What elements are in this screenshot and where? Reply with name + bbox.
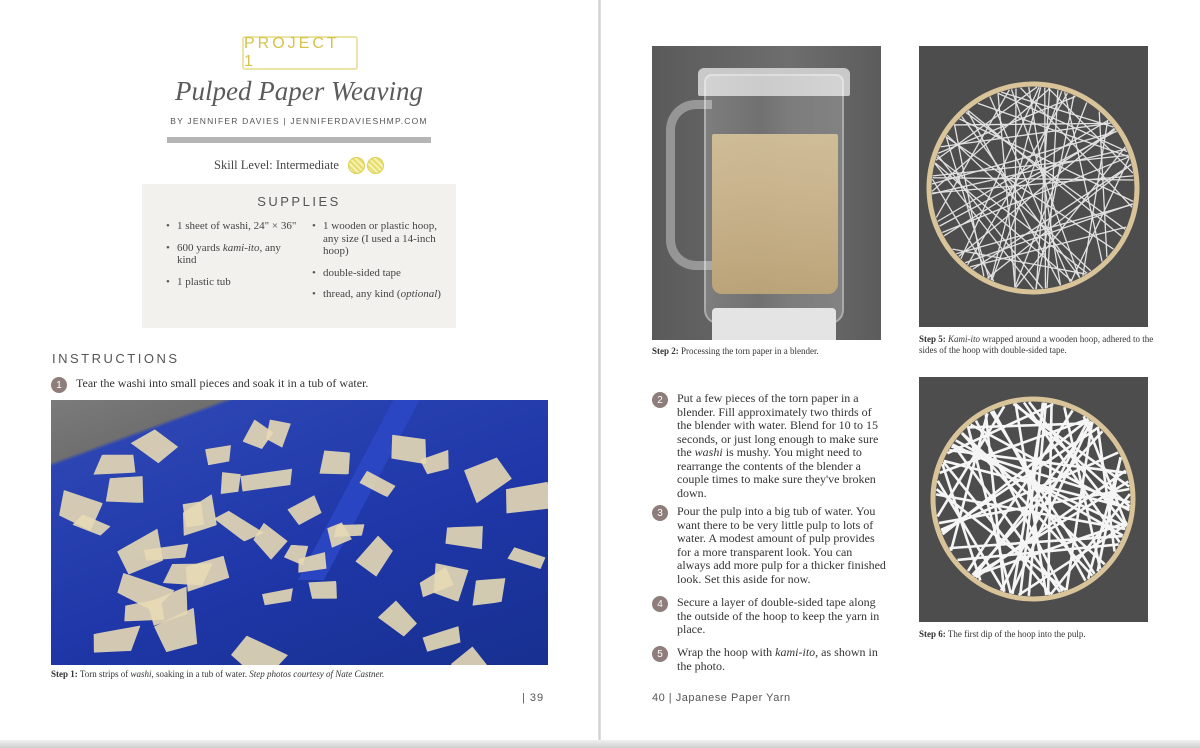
photo-blender <box>652 46 881 340</box>
caption-step-1: Step 1: Torn strips of washi, soaking in a tub of water. Step photos courtesy of Nate Castner. <box>51 669 385 679</box>
caption-step-2: Step 2: Processing the torn paper in a blender. <box>652 346 819 356</box>
instructions-heading: INSTRUCTIONS <box>52 351 180 366</box>
paper-flake <box>204 444 234 467</box>
caption-step-5: Step 5: Kami-ito wrapped around a wooden hoop, adhered to the sides of the hoop with double-sided tape. <box>919 334 1154 355</box>
step-number: 2 <box>652 392 668 408</box>
step-number: 4 <box>652 596 668 612</box>
photo-tub-of-washi <box>51 400 548 665</box>
supply-item: • 600 yards kami-ito, any kind <box>166 242 302 267</box>
step-number: 5 <box>652 646 668 662</box>
paper-flake <box>422 625 463 653</box>
project-badge-label: PROJECT 1 <box>244 35 340 70</box>
paper-flake <box>377 597 421 638</box>
skill-level-text: Skill Level: Intermediate <box>214 158 339 172</box>
blender-base <box>712 308 836 340</box>
paper-flake <box>448 642 492 665</box>
paper-flake <box>90 450 136 480</box>
step-5 <box>652 646 888 673</box>
hoop-pulp-illustration <box>919 377 1148 622</box>
supply-item: • 1 plastic tub <box>166 276 302 289</box>
left-page <box>0 0 598 740</box>
yarn-strand <box>1021 88 1133 208</box>
yarn-ball-icon <box>348 157 365 174</box>
page-bottom-edge <box>0 740 1200 748</box>
yarn-strand <box>942 157 1129 233</box>
step-1 <box>51 377 551 393</box>
supplies-heading: SUPPLIES <box>257 194 341 209</box>
right-page <box>601 0 1200 740</box>
supplies-list-b <box>312 220 448 310</box>
step-text: Wrap the hoop with kami-ito, as shown in the photo. <box>677 645 878 673</box>
paper-flake <box>265 419 291 448</box>
supply-item: • thread, any kind (optional) <box>312 288 448 301</box>
photo-wrapped-hoop <box>919 46 1148 327</box>
page-number-right: 40 | Japanese Paper Yarn <box>652 692 791 704</box>
skill-rating <box>348 157 384 174</box>
page-number-left: | 39 <box>522 692 545 704</box>
step-number: 3 <box>652 505 668 521</box>
step-number: 1 <box>51 377 67 393</box>
skill-level <box>0 157 598 174</box>
step-2 <box>652 392 888 500</box>
photo-dipped-hoop <box>919 377 1148 622</box>
paper-pulp <box>712 134 838 294</box>
hoop-yarn-illustration <box>919 46 1148 327</box>
yarn-ball-icon <box>367 157 384 174</box>
paper-flake <box>316 447 353 479</box>
supply-item: • double-sided tape <box>312 267 448 280</box>
paper-flake <box>104 476 145 506</box>
paper-flake <box>433 563 469 602</box>
title-rule <box>167 137 431 143</box>
byline: BY JENNIFER DAVIES | JENNIFERDAVIESHMP.COM <box>170 116 428 126</box>
step-3 <box>652 505 888 586</box>
yarn-strand <box>1045 88 1046 289</box>
yarn-strand <box>936 90 1009 218</box>
supply-item: • 1 sheet of washi, 24" × 36" <box>166 220 302 233</box>
paper-flake <box>130 422 178 467</box>
paper-flake <box>287 491 326 528</box>
supply-item: • 1 wooden or plastic hoop, any size (I used a 14-inch hoop) <box>312 220 448 258</box>
supplies-list-a <box>166 220 302 297</box>
paper-flake <box>89 624 144 659</box>
step-4 <box>652 596 888 637</box>
step-text: Put a few pieces of the torn paper in a blender. Fill approximately two thirds of the blender with water. Blend for 10 to 15 seconds, or just long enough to make sure the washi is mushy. You might need to rearrange the contents of the blender a couple times to make sure they've broken down. <box>677 391 879 500</box>
caption-step-6: Step 6: The first dip of the hoop into the pulp. <box>919 629 1086 639</box>
paper-flake <box>225 633 288 665</box>
yarn-strand <box>954 123 1111 125</box>
paper-flake <box>240 469 295 493</box>
paper-flake <box>262 587 296 608</box>
paper-flake <box>218 469 244 494</box>
supplies-box <box>142 184 456 328</box>
project-title: Pulped Paper Weaving <box>175 76 423 106</box>
step-text: Secure a layer of double-sided tape along the outside of the hoop to keep the yarn in place. <box>677 595 880 636</box>
step-text: Tear the washi into small pieces and soak it in a tub of water. <box>76 376 369 390</box>
project-badge <box>242 36 358 70</box>
step-text: Pour the pulp into a big tub of water. You want there to be very little pulp to lots of water. A modest amount of pulp provides for a more transparent look. You can always add more pulp for a thicker finished look. Set this aside for now. <box>677 504 886 586</box>
